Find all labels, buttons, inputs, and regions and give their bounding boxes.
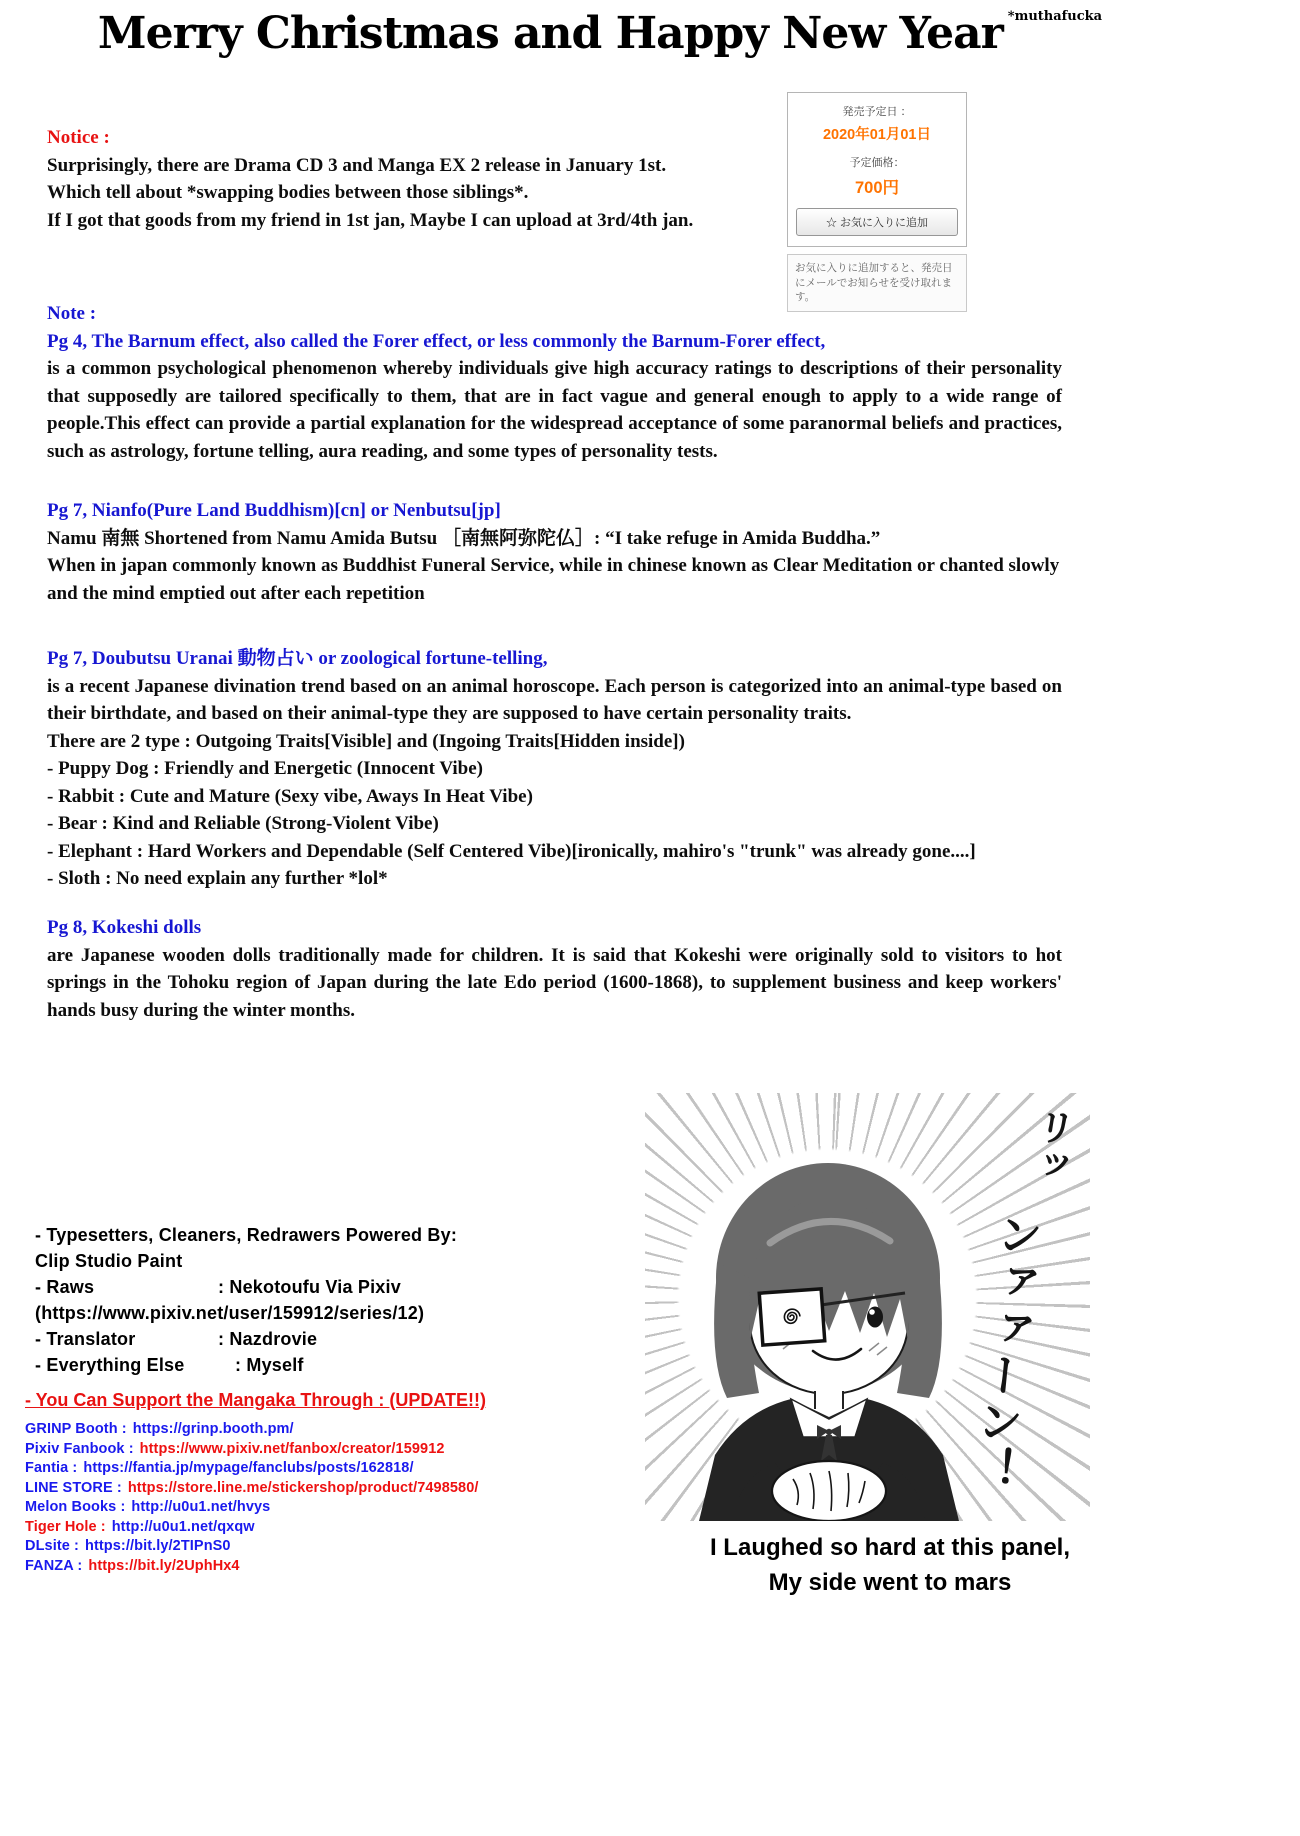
manga-panel [645, 1093, 1090, 1521]
support-link-row [25, 1440, 585, 1460]
support-link-label: LINE STORE : [25, 1479, 122, 1496]
page-title [0, 8, 1200, 59]
support-link-row [25, 1420, 585, 1440]
credits-everything-value: : Myself [235, 1355, 304, 1375]
girl-eye [867, 1307, 883, 1328]
credits-translator-label: - Translator [35, 1329, 136, 1349]
kokeshi-section [47, 914, 1062, 1024]
support-link-url[interactable]: https://fantia.jp/mypage/fanclubs/posts/162818/ [83, 1460, 414, 1476]
credits-raws-line [35, 1274, 635, 1300]
title-note: *muthafucka [1007, 9, 1103, 24]
support-link-label: DLsite : [25, 1538, 79, 1554]
credits-raws-value: : Nekotoufu Via Pixiv [218, 1277, 401, 1297]
support-link-label: Melon Books : [25, 1499, 126, 1515]
notice-line-3: If I got that goods from my friend in 1st jan, Maybe I can upload at 3rd/4th jan. [47, 209, 694, 231]
uranai-section [47, 645, 1062, 893]
caption-line-1: I Laughed so hard at this panel, [709, 1534, 1071, 1561]
notice-section [47, 124, 817, 234]
barnum-body: is a common psychological phenomenon whereby individuals give high accuracy ratings to descriptions of their personality that supposedly are tailored specifically to them, that are in fact vague and general enough to apply to a wide range of people.This effect can provide a partial explanation for the widespread acceptance of some paranormal beliefs and practices, such as astrology, fortune telling, aura reading, and some types of personality tests. [47, 358, 1062, 462]
note-barnum-section [47, 300, 1062, 465]
release-date-value: 2020年01月01日 [822, 127, 931, 143]
support-link-row [25, 1557, 585, 1577]
uranai-item-elephant: - Elephant : Hard Workers and Dependable (Self Centered Vibe)[ironically, mahiro's "trunk" was already gone....] [47, 840, 976, 862]
uranai-item-puppy: - Puppy Dog : Friendly and Energetic (Innocent Vibe) [47, 758, 483, 779]
girl-hands [772, 1461, 886, 1521]
support-link-url[interactable]: https://grinp.booth.pm/ [132, 1421, 294, 1437]
support-link-row [25, 1459, 585, 1479]
add-favorite-button[interactable]: ☆ お気に入りに追加 [796, 208, 958, 236]
notice-line-2: Which tell about *swapping bodies between those siblings*. [47, 182, 529, 203]
support-link-label: Pixiv Fanbook : [25, 1440, 134, 1457]
credits-raws-url[interactable]: (https://www.pixiv.net/user/159912/series/12) [35, 1303, 425, 1323]
note-heading: Note : [47, 303, 97, 324]
barnum-heading: Pg 4, The Barnum effect, also called the Forer effect, or less commonly the Barnum-Forer effect, [47, 330, 826, 352]
nianfo-line-2: When in japan commonly known as Buddhist Funeral Service, while in chinese known as Clear Meditation or chanted slowly and the mind emptied out after each repetition [47, 555, 1060, 604]
price-label: 予定価格： [849, 157, 905, 169]
price-value: 700円 [854, 179, 900, 197]
support-link-url[interactable]: http://u0u1.net/hvys [131, 1499, 271, 1515]
support-section [25, 1390, 585, 1576]
nianfo-line-1: Namu 南無 Shortened from Namu Amida Butsu ［南無阿弥陀仏］: “I take refuge in Amida Buddha.” [47, 527, 881, 549]
kokeshi-heading: Pg 8, Kokeshi dolls [47, 917, 202, 938]
girl-neck [815, 1389, 843, 1411]
support-link-url[interactable]: https://www.pixiv.net/fanbox/creator/159912 [139, 1440, 445, 1457]
sfx-text-top: リッ [1022, 1103, 1078, 1186]
support-link-url[interactable]: https://bit.ly/2UphHx4 [88, 1557, 240, 1574]
support-link-url[interactable]: https://bit.ly/2TIPnS0 [84, 1538, 231, 1554]
credits-tools-line: - Typesetters, Cleaners, Redrawers Powered By: [35, 1225, 458, 1245]
support-link-label: GRINP Booth : [25, 1421, 127, 1437]
uranai-item-sloth: - Sloth : No need explain any further *lol* [47, 868, 388, 889]
nianfo-heading: Pg 7, Nianfo(Pure Land Buddhism)[cn] or Nenbutsu[jp] [47, 500, 501, 521]
notice-heading: Notice : [47, 127, 110, 148]
uranai-types-line: There are 2 type : Outgoing Traits[Visible] and (Ingoing Traits[Hidden inside]) [47, 730, 685, 752]
nianfo-section [47, 497, 1062, 607]
credits-section [35, 1222, 635, 1378]
panel-caption [655, 1530, 1125, 1600]
support-link-row [25, 1498, 585, 1518]
support-link-label: Fantia : [25, 1460, 78, 1476]
uranai-item-bear: - Bear : Kind and Reliable (Strong-Violent Vibe) [47, 813, 439, 834]
support-link-row [25, 1479, 585, 1499]
uranai-heading: Pg 7, Doubutsu Uranai 動物占い or zoological fortune-telling, [47, 648, 548, 669]
uranai-item-rabbit: - Rabbit : Cute and Mature (Sexy vibe, Aways In Heat Vibe) [47, 785, 533, 807]
support-link-url[interactable]: https://store.line.me/stickershop/product/7498580/ [127, 1479, 479, 1496]
credits-everything-line [35, 1352, 635, 1378]
credits-everything-label: - Everything Else [35, 1355, 185, 1375]
credits-software-line: Clip Studio Paint [35, 1251, 183, 1271]
support-link-row [25, 1518, 585, 1538]
release-date-label: 発売予定日 ： [842, 106, 912, 118]
support-link-label: FANZA : [25, 1557, 83, 1574]
support-link-label: Tiger Hole : [25, 1518, 106, 1535]
title-text: Merry Christmas and Happy New Year [97, 8, 1003, 59]
credits-translator-line [35, 1326, 635, 1352]
notice-line-1: Surprisingly, there are Drama CD 3 and Manga EX 2 release in January 1st. [47, 154, 667, 176]
support-link-url[interactable]: http://u0u1.net/qxqw [111, 1518, 255, 1535]
favorite-note: お気に入りに追加すると、発売日にメールでお知らせを受け取れます。 [787, 254, 967, 312]
sfx-text-main: ンァァーン！ [962, 1209, 1045, 1495]
eyepatch [759, 1289, 824, 1345]
uranai-body: is a recent Japanese divination trend based on an animal horoscope. Each person is categorized into an animal-type based on their birthdate, and based on their animal-type they are supposed to have certain personality traits. [47, 675, 1062, 724]
support-link-row [25, 1537, 585, 1557]
caption-line-2: My side went to mars [768, 1569, 1012, 1596]
kokeshi-body: are Japanese wooden dolls traditionally made for children. It is said that Kokeshi were originally sold to visitors to hot springs in the Tohoku region of Japan during the late Edo period (1600-1868), to supplement business and keep workers' hands busy during the winter months. [47, 944, 1062, 1021]
credits-translator-value: : Nazdrovie [218, 1329, 318, 1349]
support-heading: - You Can Support the Mangaka Through : (UPDATE!!) [25, 1390, 486, 1410]
credits-raws-label: - Raws [35, 1277, 95, 1297]
